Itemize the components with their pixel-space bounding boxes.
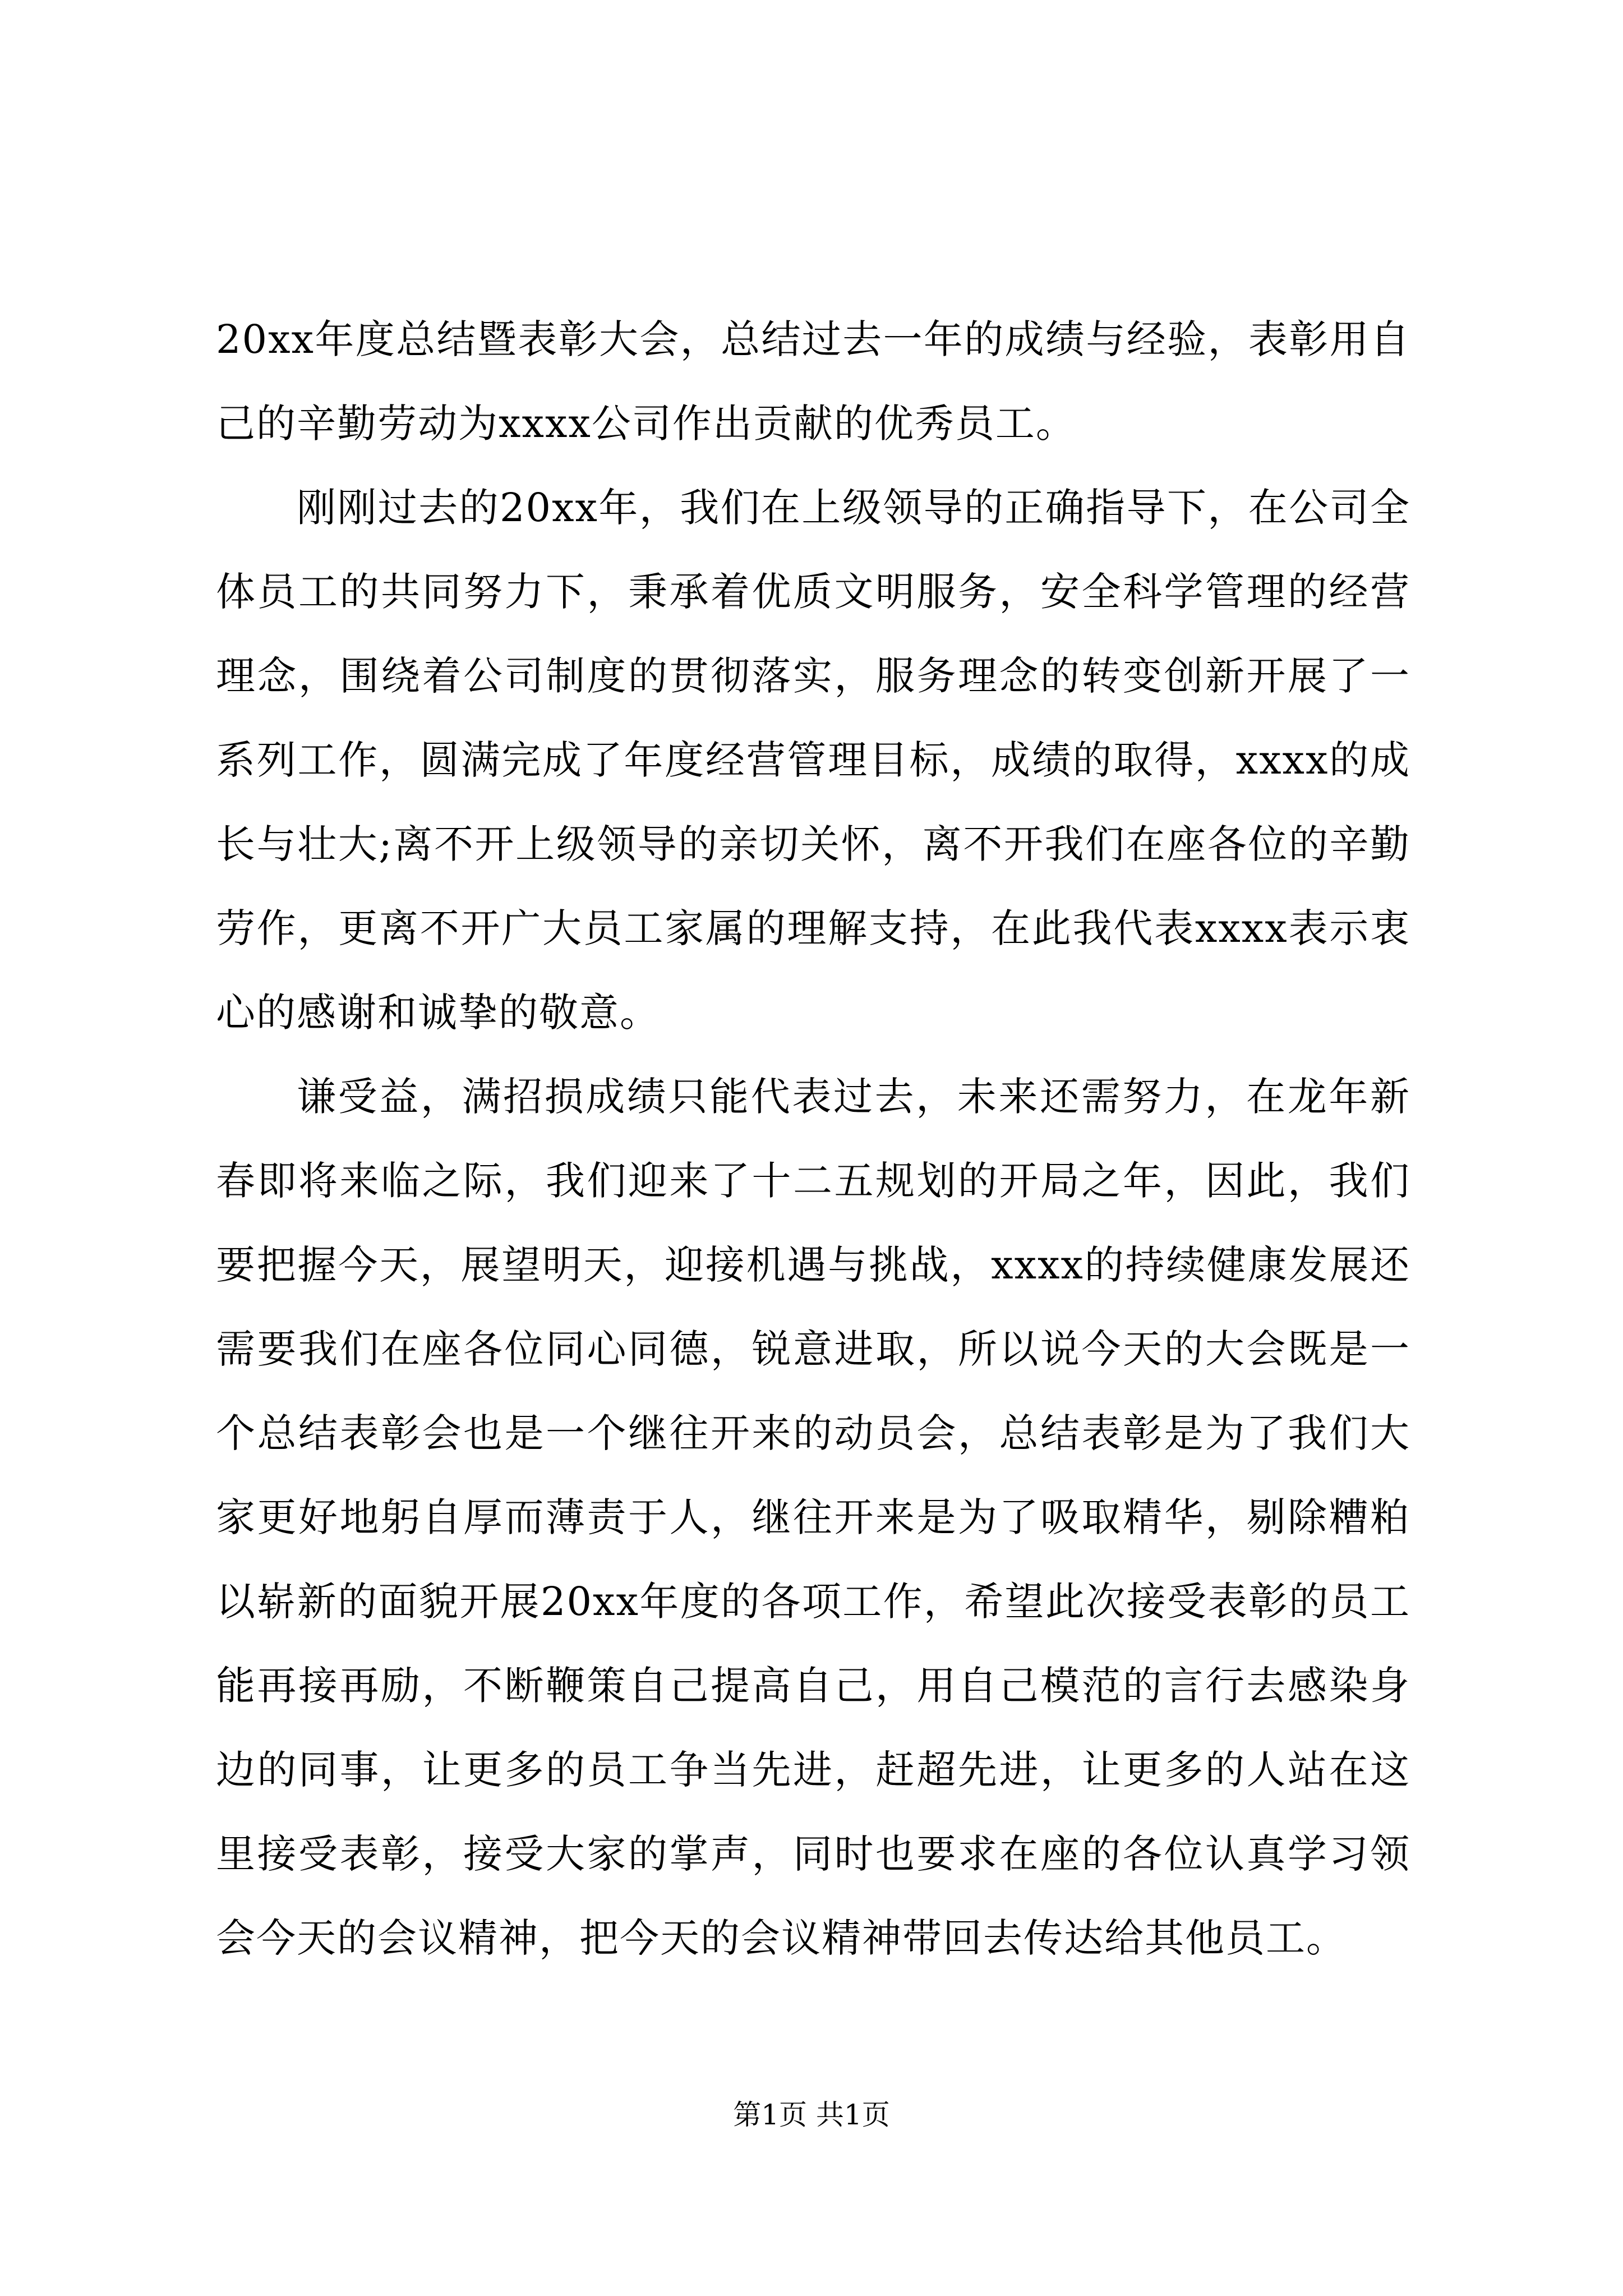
paragraph-2: 刚刚过去的20xx年，我们在上级领导的正确指导下，在公司全体员工的共同努力下，秉承着优质文明服务，安全科学管理的经营理念，围绕着公司制度的贯彻落实，服务理念的转变创新开展了一系列工作，圆满完成了年度经营管理目标，成绩的取得，xxxx的成长与壮大;离不开上级领导的亲切关怀，离不开我们在座各位的辛勤劳作，更离不开广大员工家属的理解支持，在此我代表xxxx表示衷心的感谢和诚挚的敬意。	[216, 485, 1410, 1036]
page-footer: 第1页 共1页	[733, 2099, 890, 2131]
paragraph-3: 谦受益，满招损成绩只能代表过去，未来还需努力，在龙年新春即将来临之际，我们迎来了十二五规划的开局之年，因此，我们要把握今天，展望明天，迎接机遇与挑战，xxxx的持续健康发展还需要我们在座各位同心同德，锐意进取，所以说今天的大会既是一个总结表彰会也是一个继往开来的动员会，总结表彰是为了我们大家更好地躬自厚而薄责于人，继往开来是为了吸取精华，剔除糟粕以崭新的面貌开展20xx年度的各项工作，希望此次接受表彰的员工能再接再励，不断鞭策自己提高自己，用自己模范的言行去感染身边的同事，让更多的员工争当先进，赶超先进，让更多的人站在这里接受表彰，接受大家的掌声，同时也要求在座的各位认真学习领会今天的会议精神，把今天的会议精神带回去传达给其他员工。	[216, 1074, 1410, 1961]
document-body	[216, 297, 1410, 1980]
paragraph-1: 20xx年度总结暨表彰大会，总结过去一年的成绩与经验，表彰用自己的辛勤劳动为xxxx公司作出贡献的优秀员工。	[216, 316, 1410, 447]
